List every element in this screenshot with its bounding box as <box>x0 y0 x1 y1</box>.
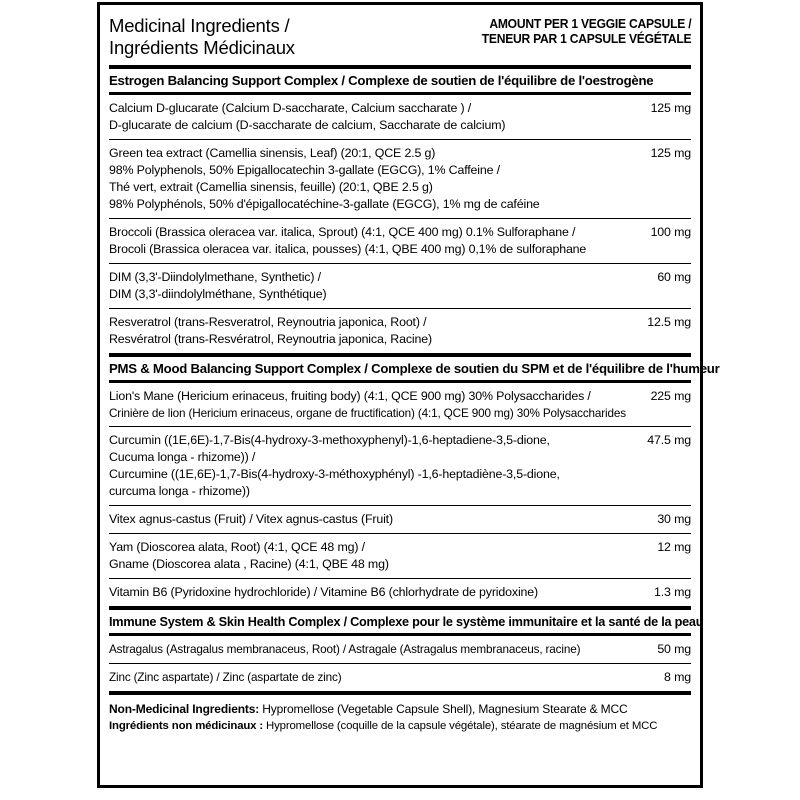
non-medicinal-fr-text: Hypromellose (coquille de la capsule végétale), stéarate de magnésium et MCC <box>263 720 658 733</box>
ingredient-amount: 12.5 mg <box>647 315 691 330</box>
ingredient-row <box>109 264 691 308</box>
ingredient-row <box>109 309 691 353</box>
ingredient-row <box>109 636 691 663</box>
ingredient-amount: 60 mg <box>657 270 691 285</box>
ingredient-name-line: 98% Polyphenols, 50% Epigallocatechin 3-gallate (EGCG), 1% Caffeine / <box>109 163 500 178</box>
ingredient-name-line: Green tea extract (Camellia sinensis, Leaf) (20:1, QCE 2.5 g) <box>109 146 436 161</box>
ingredient-name-line: Curcumin ((1E,6E)-1,7-Bis(4-hydroxy-3-methoxyphenyl)-1,6-heptadiene-3,5-dione, <box>109 433 550 448</box>
ingredient-name-line: Calcium D-glucarate (Calcium D-saccharate, Calcium saccharate ) / <box>109 101 472 116</box>
ingredient-name-line: Astragalus (Astragalus membranaceus, Root) / Astragale (Astragalus membranaceus, racine) <box>109 642 581 657</box>
ingredient-row <box>109 383 691 426</box>
panel-title-fr: Ingrédients Médicinaux <box>109 36 295 58</box>
ingredient-name-line: Lion's Mane (Hericium erinaceus, fruiting body) (4:1, QCE 900 mg) 30% Polysaccharides / <box>109 389 591 404</box>
non-medicinal-fr-label: Ingrédients non médicinaux : <box>109 720 264 733</box>
ingredient-name <box>109 641 647 657</box>
panel-header <box>109 5 691 65</box>
section-heading: Estrogen Balancing Support Complex / Complexe de soutien de l'équilibre de l'oestrogène <box>109 73 654 89</box>
ingredient-name <box>109 388 641 421</box>
ingredient-name-line: DIM (3,3'-Diindolylmethane, Synthetic) / <box>109 270 321 285</box>
ingredient-amount: 100 mg <box>650 225 691 240</box>
section-heading: PMS & Mood Balancing Support Complex / Complexe de soutien du SPM et de l'équilibre de l'humeur <box>109 361 720 377</box>
amount-column-header-fr: TENEUR PAR 1 CAPSULE VÉGÉTALE <box>481 31 691 46</box>
ingredient-name-line: 98% Polyphénols, 50% d'épigallocatéchine-3-gallate (EGCG), 1% mg de caféine <box>109 197 540 212</box>
ingredient-amount: 125 mg <box>650 146 691 161</box>
ingredient-name-line: Crinière de lion (Hericium erinaceus, organe de fructification) (4:1, QCE 900 mg) 30% Polysaccharides <box>109 406 626 421</box>
ingredient-row <box>109 664 691 691</box>
ingredient-amount: 30 mg <box>657 512 691 527</box>
ingredient-name <box>109 539 647 573</box>
panel-title-en: Medicinal Ingredients / <box>109 15 290 36</box>
ingredient-name-line: Zinc (Zinc aspartate) / Zinc (aspartate de zinc) <box>109 670 342 685</box>
ingredient-name-line: Resveratrol (trans-Resveratrol, Reynoutria japonica, Root) / <box>109 315 427 330</box>
non-medicinal-en-label: Non-Medicinal Ingredients: <box>109 702 260 717</box>
ingredient-name-line: Broccoli (Brassica oleracea var. italica, Sprout) (4:1, QCE 400 mg) 0.1% Sulforaphane / <box>109 225 576 240</box>
ingredient-name <box>109 145 641 213</box>
non-medicinal-fr <box>109 718 691 734</box>
ingredient-row <box>109 427 691 505</box>
ingredient-amount: 225 mg <box>650 389 691 404</box>
ingredient-name-line: curcuma longa - rhizome)) <box>109 484 250 499</box>
ingredient-amount: 8 mg <box>664 670 691 685</box>
ingredient-name <box>109 224 641 258</box>
ingredient-name <box>109 100 641 134</box>
ingredient-name <box>109 432 637 500</box>
ingredient-name <box>109 269 647 303</box>
ingredient-name-line: DIM (3,3'-diindolylméthane, Synthétique) <box>109 287 327 302</box>
panel-inner <box>100 5 720 785</box>
non-medicinal-ingredients <box>109 695 691 734</box>
ingredient-amount: 50 mg <box>657 642 691 657</box>
ingredient-amount: 1.3 mg <box>654 585 691 600</box>
non-medicinal-en-text: Hypromellose (Vegetable Capsule Shell), Magnesium Stearate & MCC <box>259 702 628 717</box>
supplement-facts-panel <box>97 2 720 788</box>
ingredient-name-line: D-glucarate de calcium (D-saccharate de calcium, Saccharate de calcium) <box>109 118 506 133</box>
ingredient-name-line: Resvératrol (trans-Resvératrol, Reynoutria japonica, Racine) <box>109 332 432 347</box>
ingredient-name-line: Vitamin B6 (Pyridoxine hydrochloride) / Vitamine B6 (chlorhydrate de pyridoxine) <box>109 585 538 600</box>
ingredient-name <box>109 511 647 528</box>
ingredient-name-line: Vitex agnus-castus (Fruit) / Vitex agnus-castus (Fruit) <box>109 512 393 527</box>
ingredient-name-line: Gname (Dioscorea alata , Racine) (4:1, QBE 48 mg) <box>109 557 389 572</box>
section-heading: Immune System & Skin Health Complex / Complexe pour le système immunitaire et la santé de la peau <box>109 614 704 630</box>
ingredient-row <box>109 534 691 578</box>
ingredient-row <box>109 506 691 533</box>
ingredient-amount: 125 mg <box>650 101 691 116</box>
ingredient-row <box>109 219 691 263</box>
sections-container <box>109 69 720 691</box>
ingredient-name-line: Cucuma longa - rhizome)) / <box>109 450 256 465</box>
ingredient-row <box>109 140 691 218</box>
amount-column-header-en: AMOUNT PER 1 VEGGIE CAPSULE / <box>489 17 691 31</box>
ingredient-row <box>109 579 691 606</box>
ingredient-amount: 47.5 mg <box>647 433 691 448</box>
ingredient-name <box>109 584 644 601</box>
ingredient-name-line: Brocoli (Brassica oleracea var. italica, pousses) (4:1, QBE 400 mg) 0,1% de sulforaphane <box>109 242 587 257</box>
amount-column-header <box>481 15 691 47</box>
ingredient-name-line: Thé vert, extrait (Camellia sinensis, feuille) (20:1, QBE 2.5 g) <box>109 180 433 195</box>
ingredient-amount: 12 mg <box>657 540 691 555</box>
panel-title <box>109 15 295 58</box>
ingredient-name-line: Curcumine ((1E,6E)-1,7-Bis(4-hydroxy-3-méthoxyphényl) -1,6-heptadiène-3,5-dione, <box>109 467 560 482</box>
ingredient-name <box>109 669 654 685</box>
ingredient-row <box>109 95 691 139</box>
ingredient-name-line: Yam (Dioscorea alata, Root) (4:1, QCE 48 mg) / <box>109 540 365 555</box>
ingredient-name <box>109 314 637 348</box>
non-medicinal-en <box>109 701 691 718</box>
